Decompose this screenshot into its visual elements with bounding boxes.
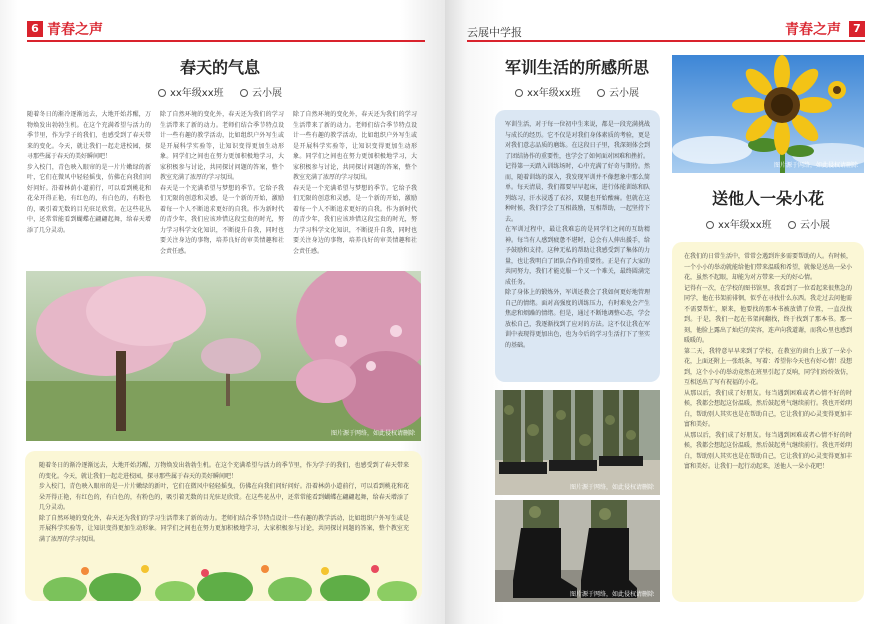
circle-bullet-icon <box>515 89 523 97</box>
photo-caption: 图片源于网络，如此侵权请删除 <box>569 591 654 598</box>
article-column-2: 除了自然环境的变化外，春天还为我们的学习生活带来了新的动力。老师们结合季节特点设计一些有趣的教学活动，比如组织户外写生或是开展科学实验等，让知识变得更加生动形象。同学们之间也在努力更加积极地学习，大家积极参与讨论，共同探讨问题的答案，整个教室充满了浓厚的学习氛围。 春天是一个充满希望与梦想的季节。它给予我们无限的创意和灵感，是一个新的开始，激励着每一个人不断追求更好的自我。作为新时代的青少年，我们应该珍惜这段宝贵的时光，努力学习科学文化知识，不断提升自我，同时也要关注身边的事物，培养良好的审美情趣和社会责任感。 <box>160 111 284 255</box>
combat-boots-photo <box>495 500 660 602</box>
right-page <box>445 0 887 624</box>
page-number-left: 6 <box>27 21 43 37</box>
military-article-text: 军训生活，对于每一位初中生来说，都是一段充满挑战与成长的经历。它不仅是对我们身体素质的考验，更是对我们意志品质的磨练。在这段日子里，我深刻体会到了团结协作的重要性，也学会了如何面对困难和挫折。 记得第一天踏入训练场时，心中充满了好奇与期待。然而，随着训练的深入，我发现军训并不像想象中那么简单。每天清晨，我们都要早早起床，进行体能训练和队列练习，汗水浸透了衣衫，双腿也开始酸痛。但就在这种时候，我们学会了互相鼓励，互相帮助，一起坚持下去。 在军训过程中，最让我难忘的是同学们之间的互助精神。每当有人感到疲惫不堪时，总会有人伸出援手，给予鼓励和支持。这种无私的帮助让我感受到了集体的力量，也让我明白了团队合作的重要性。正是有了大家的共同努力，我们才能克服一个又一个难关，最终圆满完成任务。 除了身体上的锻炼外，军训还教会了我如何更好地管理自己的情绪。面对高强度的训练压力，有时难免会产生焦虑和烦躁的情绪。但是，通过不断地调整心态，学会放松自己，我逐渐找到了应对的方法。这不仅让我在军训中表现得更加出色，也为今后的学习生活打下了坚实的基础。 <box>505 121 650 349</box>
section-title-left: 青春之声 <box>47 22 103 38</box>
spring-blossom-photo <box>26 271 421 441</box>
article-title-spring: 春天的气息 <box>179 58 260 77</box>
flower-article-box <box>672 242 864 602</box>
header-rule-right <box>467 40 865 42</box>
section-title-right: 青春之声 <box>785 22 841 38</box>
byline-grade: xx年级xx班 <box>717 220 772 231</box>
byline-military <box>467 84 687 99</box>
circle-bullet-icon <box>788 221 796 229</box>
circle-bullet-icon <box>597 89 605 97</box>
article-title-flower: 送他人一朵小花 <box>711 189 824 208</box>
bottom-article-box <box>25 451 422 601</box>
byline-author: 云小展 <box>800 220 831 231</box>
leaf-decoration <box>25 551 422 601</box>
article-column-1: 随着冬日的渐冷逐渐远去，大地开始苏醒，万物焕发出勃勃生机。在这个充满希望与活力的季节里，作为学子的我们，也感受到了春天带来的变化。今天，就让我们一起走进校园，探寻那些属于春天的美好瞬间吧！ 步入校门，青色映入眼帘的是一片片嫩绿的新叶，它们在微风中轻轻摇曳，仿佛在向我们问好问好。沿着林荫小道前行，可以看到桃花和花朵开得正艳，有红色的，有白色的，有粉色的，吸引着无数的目光驻足欣赏。在这些花丛中，还常常能看到蝴蝶在翩翩起舞，给春天增添了几分灵动。 <box>27 111 151 234</box>
article-title-military: 军训生活的所感所思 <box>504 58 649 77</box>
circle-bullet-icon <box>706 221 714 229</box>
byline-grade: xx年级xx班 <box>526 88 581 99</box>
circle-bullet-icon <box>240 89 248 97</box>
header-rule-left <box>27 40 425 42</box>
bottom-article-text: 随着冬日的渐冷逐渐远去，大地开始苏醒，万物焕发出勃勃生机。在这个充满希望与活力的季节里，作为学子的我们，也感受到了春天带来的变化。今天，就让我们一起走进校园，探寻那些属于春天的美好瞬间吧！ 步入校门，青色映入眼帘的是一片片嫩绿的新叶，它们在微风中轻轻摇曳，仿佛在向我们问好问好。沿着林荫小道前行，可以看到桃花和花朵开得正艳，有红色的，有白色的，有粉色的，吸引着无数的目光驻足欣赏。在这些花丛中，还常常能看到蝴蝶在翩翩起舞，给春天增添了几分灵动。 除了自然环境的变化外，春天还为我们的学习生活带来了新的动力。老师们结合季节特点设计一些有趣的教学活动，比如组织户外写生或是开展科学实验等，让知识变得更加生动形象。同学们之间也在努力更加积极地学习，大家积极参与讨论，共同探讨问题的答案，整个教室充满了浓厚的学习氛围。 <box>39 462 409 543</box>
newspaper-name: 云展中学报 <box>467 26 522 39</box>
page-number-right: 7 <box>849 21 865 37</box>
byline-author: 云小展 <box>609 88 640 99</box>
byline-flower <box>672 216 864 231</box>
military-article-box <box>495 110 660 382</box>
soldier-legs-photo <box>495 390 660 495</box>
flower-article-text: 在我们的日常生活中，常常会遇到许多需要帮助的人。有时候，一个小小的举动就能给他们带来温暖和希望，就像是送出一朵小花，虽然不起眼，却能为对方带来一天的好心情。 记得有一次，在学校的图书馆里，我看到了一位看起来很焦急的同学，他在书架前徘徊，似乎在寻找什么东西。我走过去问他需不需要帮忙，原来，他要找的那本书被放错了位置，一直没找到。于是，我们一起在书架间翻找，终于找到了那本书。那一刻，他脸上露出了灿烂的笑容，连声向我道谢，而我心里也感到暖暖的。 第二天，我特意早早来到了学校，在教室的窗台上放了一朵小花，上面还附上一张纸条，写着：希望你今天也有好心情！没想到，这个小小的举动竟然在班里引起了反响，同学们纷纷效仿，互相送出了写有祝福的小花。 从那以后，我们成了好朋友。每当遇到困难或者心情不好的时候，我都会想起这份温暖，然后鼓起勇气继续前行。我也开始明白，帮助别人其实也是在帮助自己，它让我们的心灵变得更加丰富和美好。 从那以后，我们成了好朋友。每当遇到困难或者心情不好的时候，我都会想起这份温暖，然后鼓起勇气继续前行。我也开始明白，帮助别人其实也是在帮助自己，它让我们的心灵变得更加丰富和美好。让我们一起行动起来，送他人一朵小花吧！ <box>684 253 852 470</box>
byline-spring <box>120 84 320 99</box>
photo-caption: 图片源于网络，如此侵权请删除 <box>773 162 858 169</box>
circle-bullet-icon <box>158 89 166 97</box>
article-column-3: 除了自然环境的变化外，春天还为我们的学习生活带来了新的动力。老师们结合季节特点设计一些有趣的教学活动，比如组织户外写生或是开展科学实验等，让知识变得更加生动形象。同学们之间也在努力更加积极地学习，大家积极参与讨论，共同探讨问题的答案，整个教室充满了浓厚的学习氛围。 春天是一个充满希望与梦想的季节。它给予我们无限的创意和灵感，是一个新的开始，激励着每一个人不断追求更好的自我。作为新时代的青少年，我们应该珍惜这段宝贵的时光，努力学习科学文化知识，不断提升自我，同时也要关注身边的事物，培养良好的审美情趣和社会责任感。 <box>293 111 417 255</box>
photo-caption: 图片源于网络，如此侵权请删除 <box>569 484 654 491</box>
sunflower-photo <box>672 55 864 173</box>
byline-grade: xx年级xx班 <box>169 88 224 99</box>
byline-author: 云小展 <box>252 88 283 99</box>
photo-caption: 图片源于网络，如此侵权请删除 <box>330 430 415 437</box>
